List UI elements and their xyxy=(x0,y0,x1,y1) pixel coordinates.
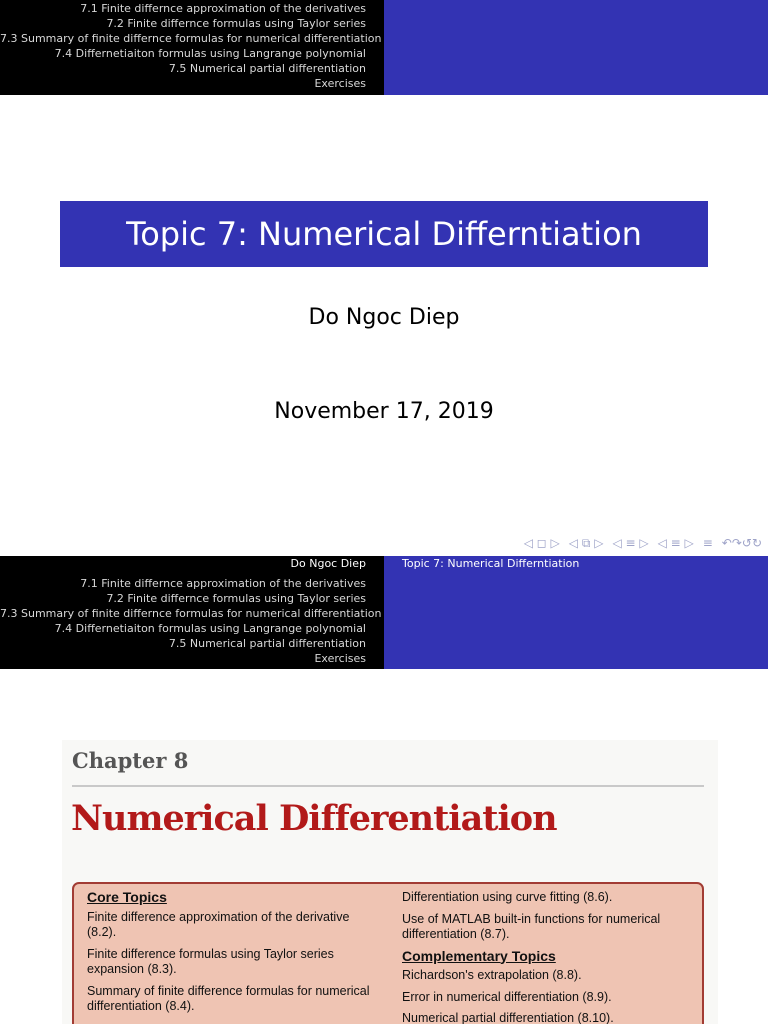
header-author: Do Ngoc Diep xyxy=(290,557,366,570)
book-page-image xyxy=(62,740,718,1024)
nav-frame-icon[interactable]: ◁ ◻ ▷ xyxy=(523,536,560,550)
nav-section-exercises[interactable]: Exercises xyxy=(314,77,366,90)
nav-section-7-1[interactable]: 7.1 Finite differnce approximation of the derivatives xyxy=(80,2,366,15)
nav-appendix-icon[interactable]: ≡ xyxy=(702,536,713,550)
slide-header-top xyxy=(0,0,768,95)
chapter-divider xyxy=(72,785,704,787)
nav-section-7-4[interactable]: 7.4 Differnetiaiton formulas using Langrange polynomial xyxy=(54,47,366,60)
nav-section-exercises[interactable]: Exercises xyxy=(314,652,366,665)
beamer-nav-bar xyxy=(524,536,762,551)
header-title: Topic 7: Numerical Differntiation xyxy=(402,557,580,570)
section-nav-second xyxy=(0,556,384,669)
complementary-topics-heading: Complementary Topics xyxy=(402,947,556,964)
nav-section-icon[interactable]: ◁ ≡ ▷ xyxy=(612,536,649,550)
core-topics-heading: Core Topics xyxy=(87,889,167,905)
header-title-panel xyxy=(384,556,768,669)
list-item: Numerical partial differentiation (8.10). xyxy=(402,1011,614,1024)
chapter-title: Numerical Differentiation xyxy=(71,798,557,839)
list-item: Use of MATLAB built-in functions for numerical differentiation (8.7). xyxy=(402,911,661,941)
chapter-label: Chapter 8 xyxy=(72,748,189,773)
topics-box xyxy=(72,882,704,1024)
nav-section-7-2[interactable]: 7.2 Finite differnce formulas using Taylor series xyxy=(106,17,366,30)
nav-section-7-1[interactable]: 7.1 Finite differnce approximation of the derivatives xyxy=(80,577,366,590)
slide-header-second xyxy=(0,556,768,669)
section-nav xyxy=(0,0,384,95)
nav-section-7-2[interactable]: 7.2 Finite differnce formulas using Taylor series xyxy=(106,592,366,605)
list-item: Finite difference approximation of the derivative (8.2). xyxy=(87,909,350,939)
list-item: Finite difference formulas using Taylor series expansion (8.3). xyxy=(87,946,334,976)
slide-date: November 17, 2019 xyxy=(274,399,494,424)
nav-section-7-5[interactable]: 7.5 Numerical partial differentiation xyxy=(168,637,366,650)
nav-search-back-icon[interactable]: ↶↷↺↻ xyxy=(721,536,762,550)
list-item: Error in numerical differentiation (8.9). xyxy=(402,989,612,1004)
list-item: Richardson's extrapolation (8.8). xyxy=(402,968,582,982)
list-item: Summary of finite difference formulas for numerical differentiation (8.4). xyxy=(87,983,370,1013)
list-item: Differentiation using curve fitting (8.6). xyxy=(402,890,613,904)
nav-subsection-icon[interactable]: ◁ ⧉ ▷ xyxy=(568,536,604,550)
nav-section-7-5[interactable]: 7.5 Numerical partial differentiation xyxy=(168,62,366,75)
nav-document-icon[interactable]: ◁ ≡ ▷ xyxy=(657,536,694,550)
nav-section-7-3[interactable]: 7.3 Summary of finite differnce formulas for numerical differentiation xyxy=(0,32,382,45)
nav-section-7-3[interactable]: 7.3 Summary of finite differnce formulas for numerical differentiation xyxy=(0,607,382,620)
header-title-panel xyxy=(384,0,768,95)
nav-section-7-4[interactable]: 7.4 Differnetiaiton formulas using Langrange polynomial xyxy=(54,622,366,635)
slide-title: Topic 7: Numerical Differntiation xyxy=(126,215,642,253)
slide-title-box xyxy=(60,201,708,267)
topics-right-column xyxy=(388,884,702,1024)
topics-left-column xyxy=(74,884,388,1024)
slide-author: Do Ngoc Diep xyxy=(308,305,460,330)
